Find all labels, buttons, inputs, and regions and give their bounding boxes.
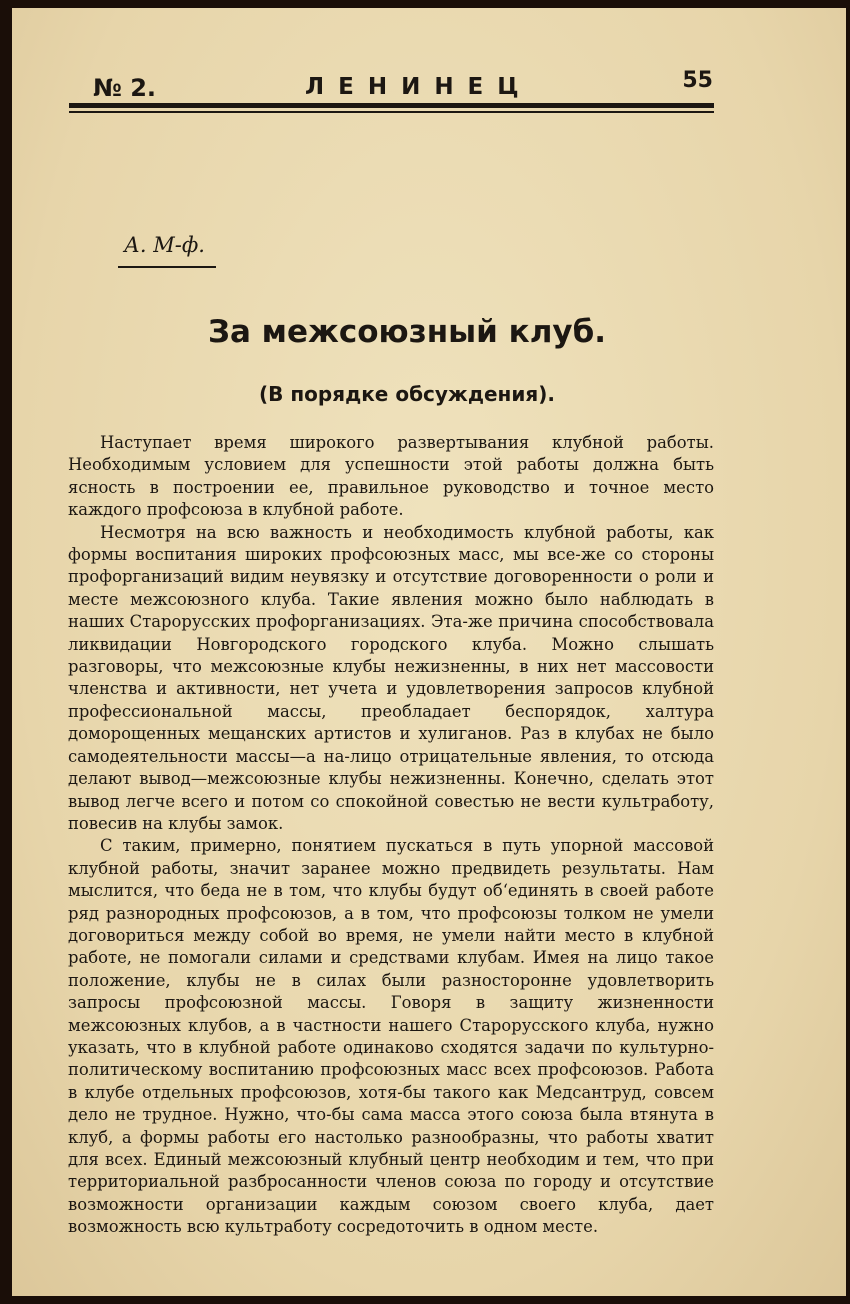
article-subtitle: (В порядке обсуждения).	[259, 382, 555, 406]
journal-page	[12, 8, 846, 1296]
journal-title: ЛЕНИНЕЦ	[305, 74, 533, 100]
article-body	[68, 432, 714, 1239]
paragraph: Наступает время широкого развертывания клубной работы. Необходимым условием для успешности этой работы должна быть ясность в построении ее, правильное руководство и точное место каждого профсоюза в клубной работе.	[68, 433, 714, 520]
running-header	[67, 68, 727, 108]
article-title: За межсоюзный клуб.	[207, 314, 607, 350]
paragraph: Несмотря на всю важность и необходимость клубной работы, как формы воспитания широких профсоюзных масс, мы все-же со стороны профорганизаций видим неувязку и отсутствие договоренности о роли и месте межсоюзного клуба. Такие явления можно было наблюдать в наших Старорусских профорганизациях. Эта-же причина способствовала ликвидации Новгородского городского клуба. Можно слышать разговоры, что межсоюзные клубы нежизненны, в них нет массовости членства и активности, нет учета и удовлетворения запросов клубной профессиональной массы, преобладает беспорядок, халтура доморощенных мещанских артистов и хулиганов. Раз в клубах не было самодеятельности массы—а на-лицо отрицательные явления, то отсюда делают вывод—межсоюзные клубы нежизненны. Конечно, сделать этот вывод легче всего и потом со спокойной совестью не вести культработу, повесив на клубы замок.	[68, 522, 714, 833]
article-author: А. М-ф.	[124, 233, 205, 257]
paragraph: С таким, примерно, понятием пускаться в путь упорной массовой клубной работы, значит заранее можно предвидеть результаты. Нам мыслится, что беда не в том, что клубы будут об‘единять в своей работе ряд разнородных профсоюзов, а в том, что профсоюзы толком не умели договориться между собой во время, не умели найти место в клубной работе, не помогали силами и средствами клубам. Имея на лицо такое положение, клубы не в силах были разносторонне удовлетворить запросы профсоюзной массы. Говоря в защиту жизненности межсоюзных клубов, а в частности нашего Старорусского клуба, нужно указать, что в клубной работе одинаково сходятся задачи по культурно-политическому воспитанию профсоюзных масс всех профсоюзов. Работа в клубе отдельных профсоюзов, хотя-бы такого как Медсантруд, совсем дело не трудное. Нужно, что-бы сама масса этого союза была втянута в клуб, а формы работы его настолько разнообразны, что работы хватит для всех. Единый межсоюзный клубный центр необходим и тем, что при территориальной разбросанности членов союза по городу и отсутствие возможности организации каждым союзом своего клуба, дает возможность всю культработу сосредоточить в одном месте.	[68, 836, 714, 1237]
header-rule-thin	[69, 111, 714, 113]
page-number: 55	[682, 68, 713, 93]
issue-number: № 2.	[93, 74, 157, 102]
header-rule-thick	[69, 103, 714, 108]
author-underline	[118, 266, 216, 268]
